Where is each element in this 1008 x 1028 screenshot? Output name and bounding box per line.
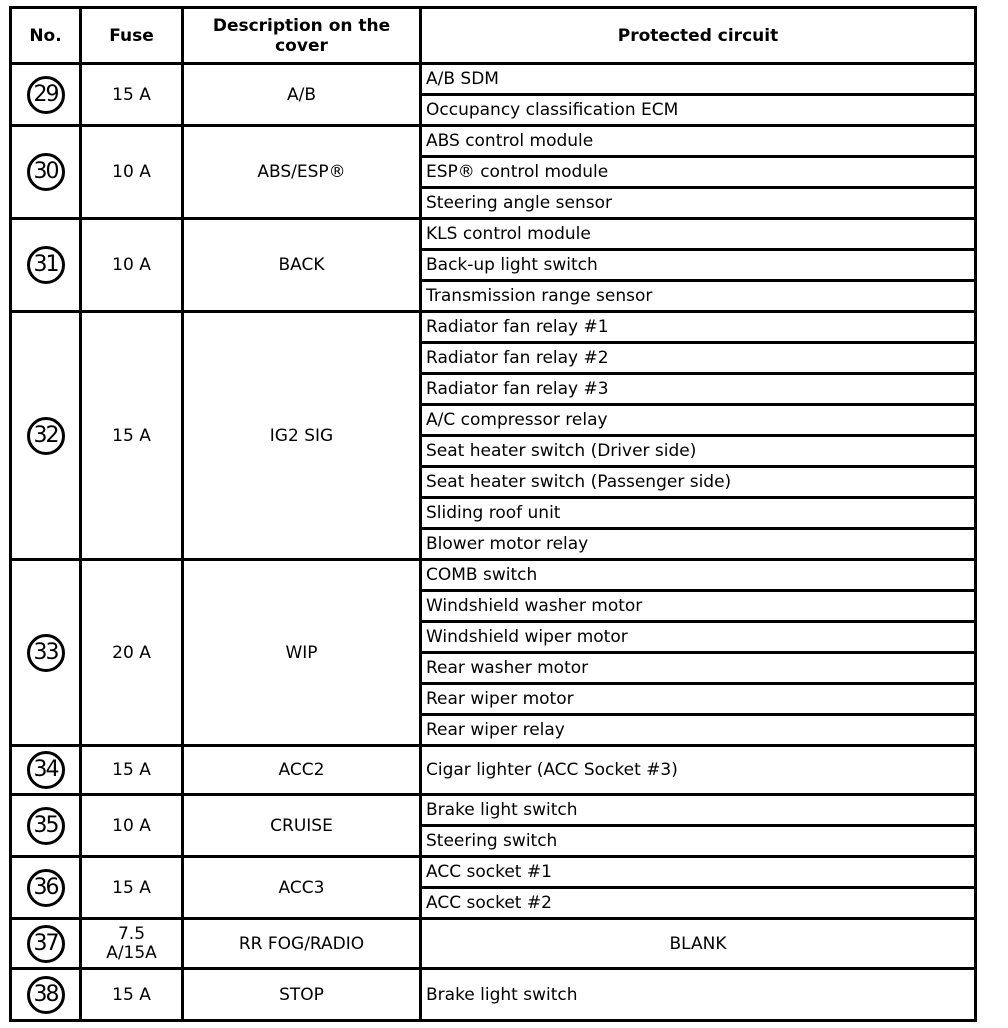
protected-circuit-cell: Rear wiper relay bbox=[421, 715, 976, 746]
fuse-number-badge: 31 bbox=[27, 246, 65, 284]
cover-description-cell: STOP bbox=[183, 969, 421, 1021]
fuse-number-badge: 37 bbox=[27, 925, 65, 963]
protected-circuit-cell: Radiator fan relay #3 bbox=[421, 374, 976, 405]
fuse-rating-cell: 15 A bbox=[81, 857, 183, 919]
header-protected-circuit: Protected circuit bbox=[421, 8, 976, 64]
fuse-rating-cell: 10 A bbox=[81, 219, 183, 312]
protected-circuit-cell: ACC socket #2 bbox=[421, 888, 976, 919]
table-row bbox=[11, 126, 976, 157]
fuse-number-cell bbox=[11, 746, 81, 795]
fuse-number-badge: 32 bbox=[27, 417, 65, 455]
fuse-number-cell bbox=[11, 795, 81, 857]
cover-description-cell: ABS/ESP® bbox=[183, 126, 421, 219]
protected-circuit-cell: Steering angle sensor bbox=[421, 188, 976, 219]
protected-circuit-cell: Windshield washer motor bbox=[421, 591, 976, 622]
protected-circuit-cell: Rear wiper motor bbox=[421, 684, 976, 715]
fuse-number-cell bbox=[11, 219, 81, 312]
fuse-number-cell bbox=[11, 126, 81, 219]
fuse-number-cell bbox=[11, 857, 81, 919]
table-row bbox=[11, 64, 976, 95]
protected-circuit-cell: A/C compressor relay bbox=[421, 405, 976, 436]
cover-description-cell: ACC2 bbox=[183, 746, 421, 795]
fuse-number-cell bbox=[11, 64, 81, 126]
fuse-number-cell bbox=[11, 969, 81, 1021]
fuse-rating-cell: 15 A bbox=[81, 969, 183, 1021]
fuse-rating-cell: 10 A bbox=[81, 126, 183, 219]
cover-description-cell: ACC3 bbox=[183, 857, 421, 919]
cover-description-cell: A/B bbox=[183, 64, 421, 126]
protected-circuit-cell: COMB switch bbox=[421, 560, 976, 591]
protected-circuit-cell: A/B SDM bbox=[421, 64, 976, 95]
protected-circuit-cell: Steering switch bbox=[421, 826, 976, 857]
table-row bbox=[11, 560, 976, 591]
header-row bbox=[11, 8, 976, 64]
protected-circuit-cell: Seat heater switch (Driver side) bbox=[421, 436, 976, 467]
protected-circuit-cell: Cigar lighter (ACC Socket #3) bbox=[421, 746, 976, 795]
protected-circuit-cell: Windshield wiper motor bbox=[421, 622, 976, 653]
header-fuse: Fuse bbox=[81, 8, 183, 64]
cover-description-cell: BACK bbox=[183, 219, 421, 312]
protected-circuit-cell: Transmission range sensor bbox=[421, 281, 976, 312]
fuse-number-badge: 38 bbox=[27, 976, 65, 1014]
fuse-table-body bbox=[11, 64, 976, 1021]
table-row bbox=[11, 312, 976, 343]
fuse-number-badge: 29 bbox=[27, 76, 65, 114]
fuse-number-badge: 33 bbox=[27, 634, 65, 672]
fuse-number-badge: 36 bbox=[27, 869, 65, 907]
table-row bbox=[11, 857, 976, 888]
protected-circuit-cell: ESP® control module bbox=[421, 157, 976, 188]
protected-circuit-cell: ABS control module bbox=[421, 126, 976, 157]
protected-circuit-cell: Back-up light switch bbox=[421, 250, 976, 281]
protected-circuit-cell: Radiator fan relay #2 bbox=[421, 343, 976, 374]
cover-description-cell: IG2 SIG bbox=[183, 312, 421, 560]
fuse-table bbox=[9, 6, 977, 1022]
fuse-rating-cell: 10 A bbox=[81, 795, 183, 857]
table-row bbox=[11, 795, 976, 826]
table-row bbox=[11, 969, 976, 1021]
protected-circuit-blank: BLANK bbox=[421, 919, 976, 969]
fuse-number-cell bbox=[11, 312, 81, 560]
protected-circuit-cell: ACC socket #1 bbox=[421, 857, 976, 888]
fuse-number-badge: 30 bbox=[27, 153, 65, 191]
fuse-rating-cell: 15 A bbox=[81, 312, 183, 560]
protected-circuit-cell: Sliding roof unit bbox=[421, 498, 976, 529]
protected-circuit-cell: Radiator fan relay #1 bbox=[421, 312, 976, 343]
table-row bbox=[11, 746, 976, 795]
fuse-rating-cell: 15 A bbox=[81, 64, 183, 126]
fuse-number-badge: 34 bbox=[27, 751, 65, 789]
fuse-number-badge: 35 bbox=[27, 807, 65, 845]
fuse-rating-cell: 15 A bbox=[81, 746, 183, 795]
header-no: No. bbox=[11, 8, 81, 64]
protected-circuit-cell: Brake light switch bbox=[421, 795, 976, 826]
fuse-rating-cell: 20 A bbox=[81, 560, 183, 746]
cover-description-cell: RR FOG/RADIO bbox=[183, 919, 421, 969]
fuse-number-cell bbox=[11, 560, 81, 746]
protected-circuit-cell: Seat heater switch (Passenger side) bbox=[421, 467, 976, 498]
fuse-rating-cell: 7.5 A/15A bbox=[81, 919, 183, 969]
protected-circuit-cell: Blower motor relay bbox=[421, 529, 976, 560]
protected-circuit-cell: Rear washer motor bbox=[421, 653, 976, 684]
protected-circuit-cell: Occupancy classification ECM bbox=[421, 95, 976, 126]
header-description: Description on the cover bbox=[183, 8, 421, 64]
protected-circuit-cell: Brake light switch bbox=[421, 969, 976, 1021]
cover-description-cell: WIP bbox=[183, 560, 421, 746]
table-row bbox=[11, 219, 976, 250]
cover-description-cell: CRUISE bbox=[183, 795, 421, 857]
table-row bbox=[11, 919, 976, 969]
protected-circuit-cell: KLS control module bbox=[421, 219, 976, 250]
fuse-number-cell bbox=[11, 919, 81, 969]
